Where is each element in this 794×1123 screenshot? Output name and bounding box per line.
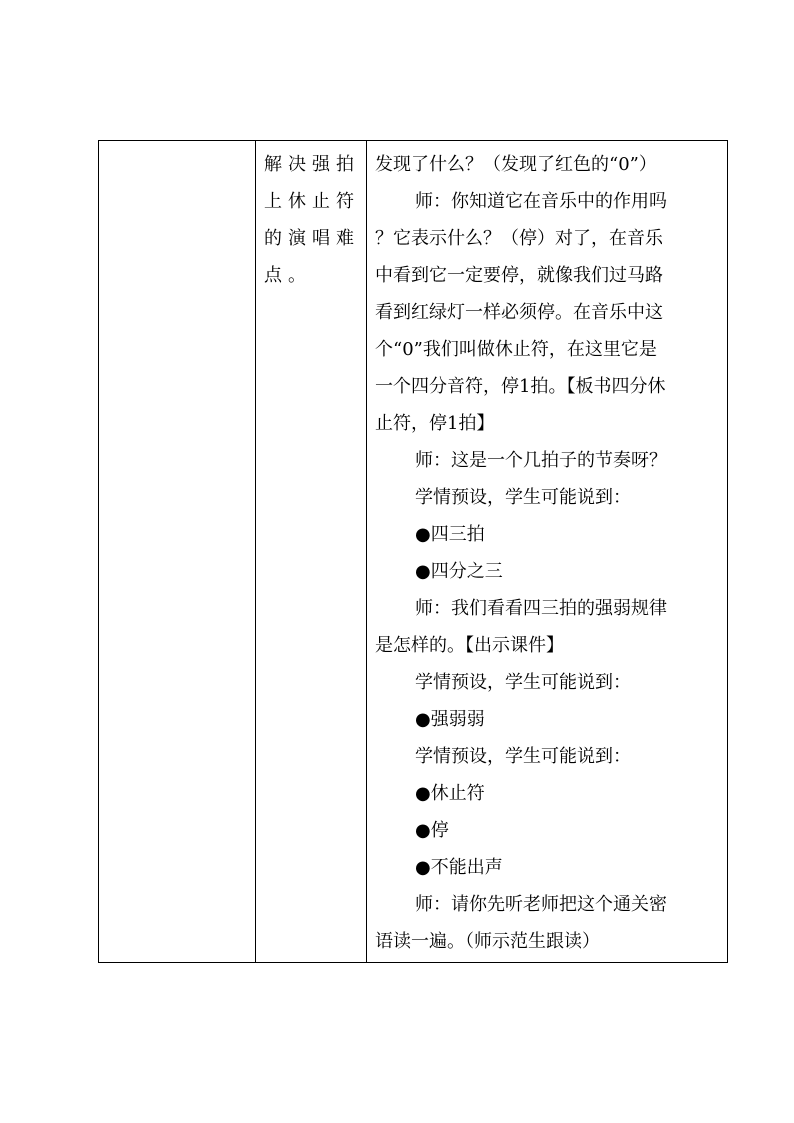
content-line: 一个四分音符，停1拍。【板书四分休: [375, 376, 666, 397]
content-line: 学情预设，学生可能说到：: [415, 672, 631, 693]
content-line: 师：请你先听老师把这个通关密: [415, 894, 667, 915]
content-line: 师：这是一个几拍子的节奏呀？: [415, 450, 667, 471]
content-line: ●四分之三: [415, 561, 503, 582]
content-line: ●休止符: [415, 783, 485, 804]
content-line: 看到红绿灯一样必须停。在音乐中这: [375, 302, 663, 323]
content-line: 个“0”我们叫做休止符，在这里它是: [375, 339, 657, 360]
content-line: 是怎样的。【出示课件】: [375, 635, 564, 656]
goal-line: 点。: [264, 265, 312, 286]
content-line: ？它表示什么？（停）对了，在音乐: [375, 228, 663, 249]
table-cell-goal: [256, 141, 367, 962]
content-line: 师：你知道它在音乐中的作用吗: [415, 191, 667, 212]
content-line: 止符，停1拍】: [375, 413, 495, 434]
content-line: 发现了什么？（发现了红色的“0”）: [375, 154, 657, 175]
goal-line: 解决强拍: [264, 154, 360, 175]
content-line: 师：我们看看四三拍的强弱规律: [415, 598, 667, 619]
content-line: 学情预设，学生可能说到：: [415, 487, 631, 508]
goal-line: 的演唱难: [264, 228, 360, 249]
lesson-table: [98, 140, 728, 963]
content-line: 学情预设，学生可能说到：: [415, 746, 631, 767]
content-line: ●强弱弱: [415, 709, 485, 730]
content-line: ●四三拍: [415, 524, 485, 545]
content-line: ●不能出声: [415, 857, 503, 878]
content-line: ●停: [415, 820, 449, 841]
content-line: 语读一遍。（师示范生跟读）: [375, 931, 600, 952]
table-cell-content: [367, 141, 727, 962]
goal-line: 上休止符: [264, 191, 360, 212]
table-cell-empty: [99, 141, 256, 962]
content-line: 中看到它一定要停，就像我们过马路: [375, 265, 663, 286]
